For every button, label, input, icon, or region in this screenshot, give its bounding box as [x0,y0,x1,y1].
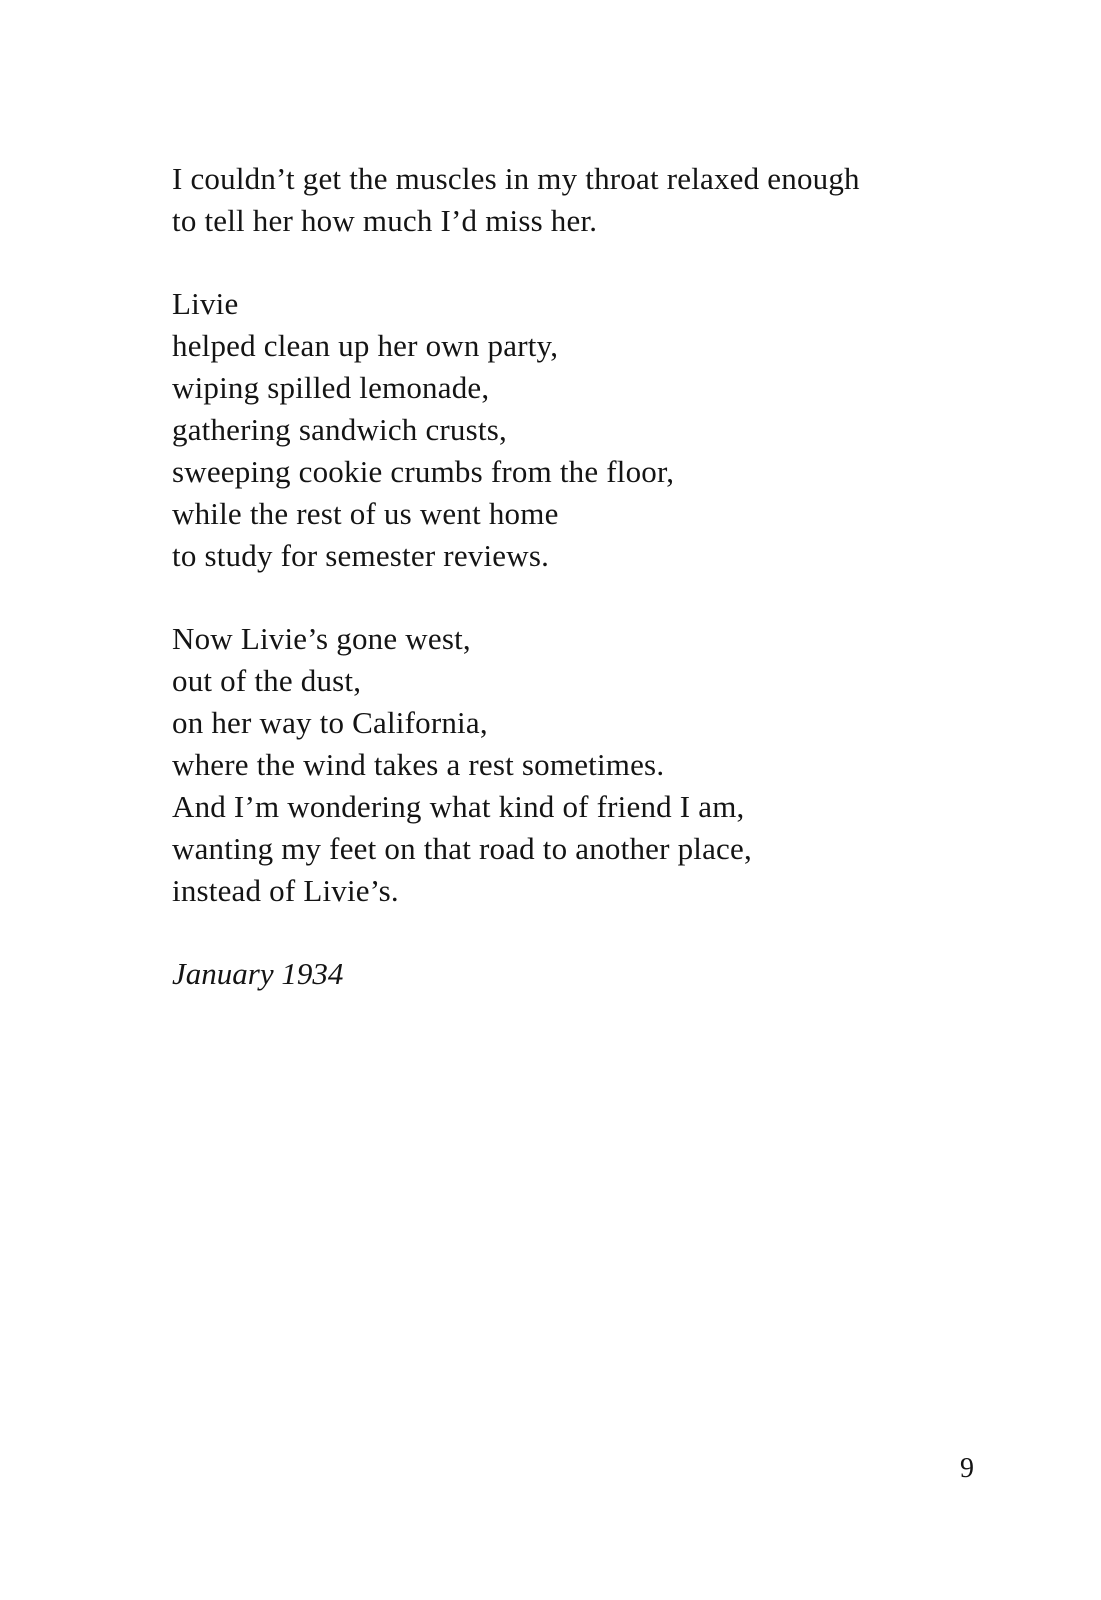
poem-line: sweeping cookie crumbs from the floor, [172,454,675,489]
poem-text [172,158,992,995]
poem-line: And I’m wondering what kind of friend I am, [172,789,745,824]
poem-line: helped clean up her own party, [172,328,559,363]
stanza [172,618,992,912]
poem-line: out of the dust, [172,663,362,698]
poem-line: on her way to California, [172,705,488,740]
poem-line: where the wind takes a rest sometimes. [172,747,665,782]
poem-line: gathering sandwich crusts, [172,412,507,447]
poem-dateline: January 1934 [172,956,344,991]
poem-line: wiping spilled lemonade, [172,370,490,405]
poem-line: instead of Livie’s. [172,873,399,908]
poem-line: to tell her how much I’d miss her. [172,203,598,238]
poem-line: while the rest of us went home [172,496,559,531]
poem-line: to study for semester reviews. [172,538,550,573]
poem-line: wanting my feet on that road to another place, [172,831,752,866]
poem-line: I couldn’t get the muscles in my throat relaxed enough [172,161,860,196]
poem-line: Now Livie’s gone west, [172,621,471,656]
page-number: 9 [960,1453,974,1484]
stanza [172,283,992,577]
stanza [172,158,992,242]
poem-line: Livie [172,286,239,321]
